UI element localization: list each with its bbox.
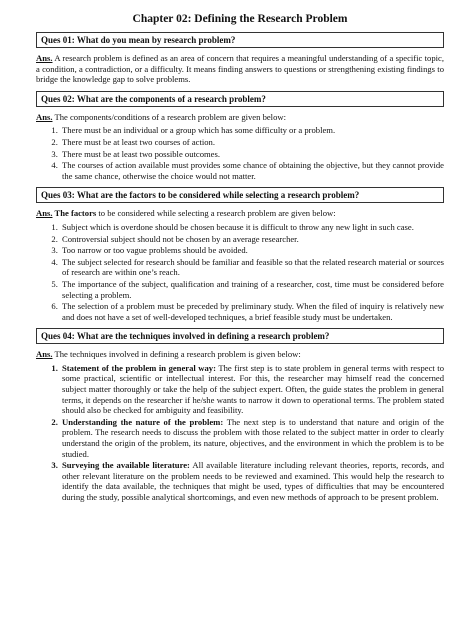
question-2-heading: Ques 02: What are the components of a research problem? (36, 91, 444, 107)
answer-3-text: to be considered while selecting a research problem are given below: (96, 208, 336, 219)
answer-1 (36, 53, 444, 85)
question-4-heading: Ques 04: What are the techniques involved in defining a research problem? (36, 328, 444, 344)
list-item-heading: Surveying the available literature: (62, 460, 190, 471)
answer-1-text: A research problem is defined as an area of concern that requires a meaningful understanding of a specific topic, a condition, a contradiction, or a difficulty. It means finding answers to questions or strengthening existing findings to bridge the knowledge gap to solve problems. (36, 53, 444, 85)
answer-label: Ans. (36, 208, 53, 219)
list-item: 3. Too narrow or too vague problems should be avoided. (60, 245, 444, 256)
list-item-heading: Statement of the problem in general way: (62, 362, 216, 373)
answer-2-text: The components/conditions of a research problem are given below: (52, 111, 286, 122)
list-item: 2. Controversial subject should not be chosen by an average researcher. (60, 234, 444, 245)
answer-2-list (36, 125, 444, 181)
page-title: Chapter 02: Defining the Research Problem (132, 13, 348, 25)
answer-label: Ans. (36, 53, 53, 63)
list-item: 4. The courses of action available must provides some chance of obtaining the objective, but they cannot provide the same chance, otherwise the choice would not matter. (60, 160, 444, 181)
question-3-heading: Ques 03: What are the factors to be considered while selecting a research problem? (36, 187, 444, 203)
answer-4-list (36, 363, 444, 503)
list-item (60, 363, 444, 416)
list-item: 1. Subject which is overdone should be chosen because it is difficult to throw any new light in such case. (60, 222, 444, 233)
answer-4-text: The techniques involved in defining a research problem is given below: (52, 349, 301, 360)
list-item (60, 417, 444, 459)
answer-label: Ans. (36, 349, 53, 360)
list-item: 4. The subject selected for research should be familiar and feasible so that the related research material or sources of research are within one’s reach. (60, 257, 444, 278)
list-item (60, 460, 444, 502)
answer-3-list (36, 222, 444, 322)
list-item: 5. The importance of the subject, qualification and training of a researcher, cost, time must be considered before selecting a problem. (60, 279, 444, 300)
list-item-text: The next step is to understand that nature and origin of the problem. The research needs to discuss the problem with those related to the subject matter in order to clearly understand the origin of the problem, its nature, objectives, and the environment in which the problem is to be studied. (62, 416, 444, 459)
list-item-text: All available literature including relevant theories, reports, records, and other relevant literature on the problem needs to be reviewed and examined. This would help the research to identify the data available, the techniques that might be used, types of difficulties that may be encountered during the study, possible analytical shortcomings, and even new methods of approach to be present problem. (62, 460, 444, 502)
answer-4 (36, 349, 444, 360)
answer-3-bold: The factors (52, 208, 97, 219)
answer-3 (36, 208, 444, 219)
question-1-heading: Ques 01: What do you mean by research problem? (36, 32, 444, 48)
list-item-heading: Understanding the nature of the problem: (62, 416, 224, 427)
list-item: 6. The selection of a problem must be preceded by preliminary study. When the filed of inquiry is relatively new and does not have a set of well-developed techniques, a brief feasible study must be undertaken. (60, 301, 444, 322)
list-item-text: The first step is to state problem in general terms with respect to some practical, scientific or intellectual interest. For this, the researcher may himself read the concerned subject matter thoroughly or take the help of the subject expert. Often, the guide states the problem in general terms, it depends on the researcher if he/she wants to narrow it down to operational terms. The problem stated should also be checked for ambiguity and feasibility. (62, 362, 444, 416)
answer-label: Ans. (36, 111, 53, 122)
list-item: 1. There must be an individual or a group which has some difficulty or a problem. (60, 125, 444, 136)
list-item: 2. There must be at least two courses of action. (60, 137, 444, 148)
answer-2 (36, 112, 444, 123)
list-item: 3. There must be at least two possible outcomes. (60, 149, 444, 160)
